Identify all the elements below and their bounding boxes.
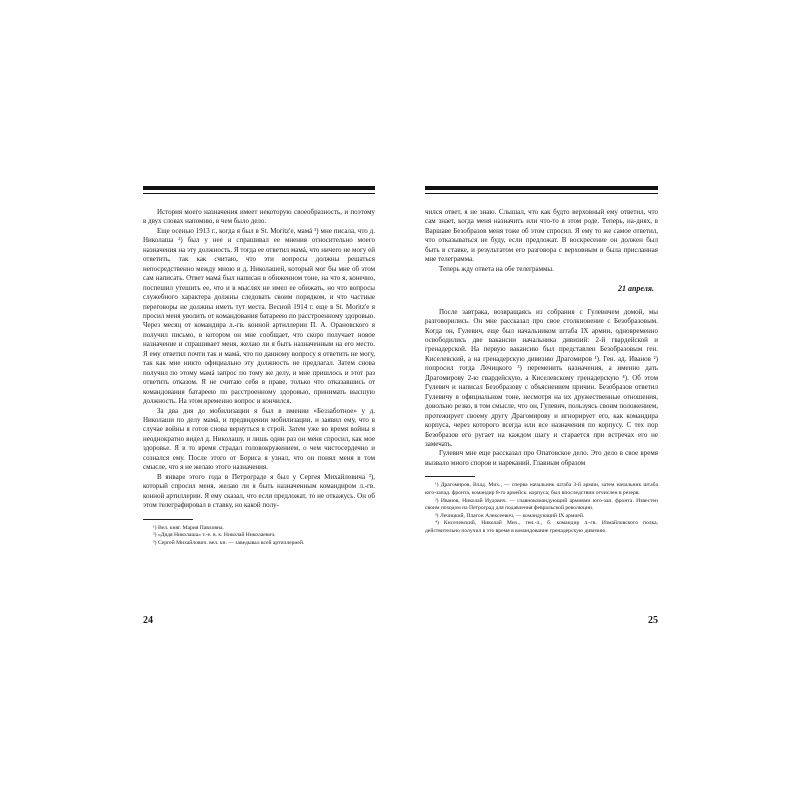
paragraph: Еще осенью 1913 г., когда я был в St. Moritz'е, мамá ¹) мне писала, что д. Николаша ²) был у нее и спрашивал ее мнения относительно моего назначения на эту должность. Я тогда ее ответил мамá, что ничего не могу ей ответить, так как считаю, что эти вопросы должны решаться непосредственно между мною и д. Николашей, который мог бы мне об этом сам написать. Ответ мамá был написан в обиженном тоне, на что я, конечно, поспешил утешить ее, что и в мыслях не имел ее обижать, но что вопросы служебного характера должны следовать своим порядком, и что частные переговоры не должны иметь тут места. Весной 1914 г. еще в St. Moritz'е я просил меня уволить от командования батареею по расстроенному здоровью. Через месяц от командира л.-гв. конной артиллерии П. А. Орановского я получил письмо, в котором он мне сообщает, что скоро получает новое назначение и спрашивает меня, желаю ли я быть назначенным на его место. Я ему ответил почти так и мамá, что по данному вопросу я ответить не могу, так как мне никто официально эту должность не предлагал. Затем снова получил по этому мамá запрос по тому же делу, и мне пришлось и этот раз ответить отказом. Я не считаю себя в праве, только что отказавшись от командования батареею по расстроенному здоровью, принимать высшую должность. На этом временно вопрос и кончился. [143, 226, 375, 406]
footnote: ²) Иванов, Николай Иудович. — главнокомандующий армиями юго-зап. фронта. Известен своим походом на Петроград для подавления февральской революции. [425, 497, 658, 512]
paragraph: В январе этого года в Петрограде я был у Сергея Михайловича ³), который спросил меня, желаю ли я быть назначенным командиром л.-гв. конной артиллерии. Я ему сказал, что если предложат, то не откажусь. Он об этом телеграфировал в ставку, но какой полу- [143, 472, 375, 510]
date-heading: 21 апреля. [617, 284, 654, 294]
left-page [143, 186, 375, 626]
footnote: ³) Сергей Михайлович. вел. кн. — заведывал всей артиллерией. [153, 539, 305, 546]
footnote: ¹) Драгомиров, Влад. Мих., — сперва начальник штаба 3-й армии, затем начальник штаба юго-запад. фронта, командир 8-го армейск. корпуса; был впоследствии отчислен в резерв. [425, 482, 658, 496]
header-rule-thick [143, 186, 375, 190]
footnote-divider [143, 519, 193, 520]
page-number: 24 [143, 615, 153, 626]
paragraph: Теперь жду ответа на обе телеграммы. [439, 264, 554, 273]
right-page-body [425, 208, 658, 535]
paragraph: Гулевич мне еще рассказал про Опатовское дело. Это дело в свое время вызвало много споров и нареканий. Главным образом [425, 449, 658, 467]
page-number: 25 [648, 615, 658, 626]
footnote: ²) «Дядя Николаша» т.-е. в. к. Николай Николаевич. [153, 532, 276, 539]
header-rule-thick [425, 186, 658, 190]
paragraph: За два дня до мобилизации я был в имении «Беззаботное» у д. Николаши по делу мамá, и предвидении мобилизации, и заявил ему, что в случае войны я готов снова вернуться в строй. Затем уже во время войны я неоднократно видел д. Николашу, и лишь один раз он меня спросил, как мое здоровье. Я в то время страдал головокружением, о чем чистосердечно и сознался ему. После этого от Бориса я узнал, что он понял меня в том смысле, что я не желаю этого назначения. [143, 406, 375, 472]
left-page-footnotes [143, 525, 375, 548]
left-page-body [143, 208, 375, 547]
header-rule-thin [143, 193, 375, 194]
footnote: ⁴) Киселевский, Николай Мих., ген.-л., б. командир л.-гв. Измайловского полка, действительно получил в это время в командование гренадерскую дивизию. [425, 520, 658, 534]
paragraph: чился ответ, я не знаю. Слышал, что как будто верховный ему ответил, что сам знает, когда меня назначить или что-то в этом роде. Теперь, на-днях, в Варшаве Безобразов меня тоже об этом спросил. Я ему то же самое ответил, что отказываться не буду, если предложат. В воскресение он должен был быть в ставке, и результатом его разговора с верховным и была присланная мне телеграмма. [425, 208, 658, 264]
paragraph: История моего назначения имеет некоторую своеобразность, и поэтому в двух словах напомню, в чем было дело. [143, 208, 375, 226]
header-rule-thin [425, 193, 658, 194]
right-page [425, 186, 658, 626]
footnote-divider [425, 476, 475, 477]
footnote: ³) Лечицкий, Платон Алексеевич, — командующий IX армией. [435, 512, 585, 519]
paragraph: После завтрака, возвращаясь из собрания с Гулевичем домой, мы разговорились. Он мне рассказал про свое столкновение с Безобразовым. Когда он, Гулевич, еще был начальником штаба IX армии, одновременно освободились две вакансии начальника дивизий: 2-й гвардейской и гренадерской. На первую вакансию был представлен Безобразовым ген. Киселевский, а на гренадерскую дивизию Драгомиров ¹). Ген. ад. Иванов ²) попросил тогда Лечицкого ³) переменить назначения, а именно дать Драгомирову 2-ю гвардейскую, а Киселевскому гренадерскую ⁴). Об этом Гулевич и написал Безобразову с объяснением причин. Безобразов ответил Гулевичу в официальном тоне, несмотря на их дружественные отношения, довольно резко, в том смысле, что он, Гулевич, пользуясь своим положением, протежирует своему другу Драгомирову и игнорирует его, как командира корпуса, через которого всегда или все назначения по корпусу. С тех пор Безобразов его ругает на каждом шагу и старается при встречах его не замечать. [425, 307, 658, 448]
footnote: ¹) Вел. княг. Мария Павловна. [153, 524, 224, 531]
right-page-footnotes [425, 482, 658, 535]
